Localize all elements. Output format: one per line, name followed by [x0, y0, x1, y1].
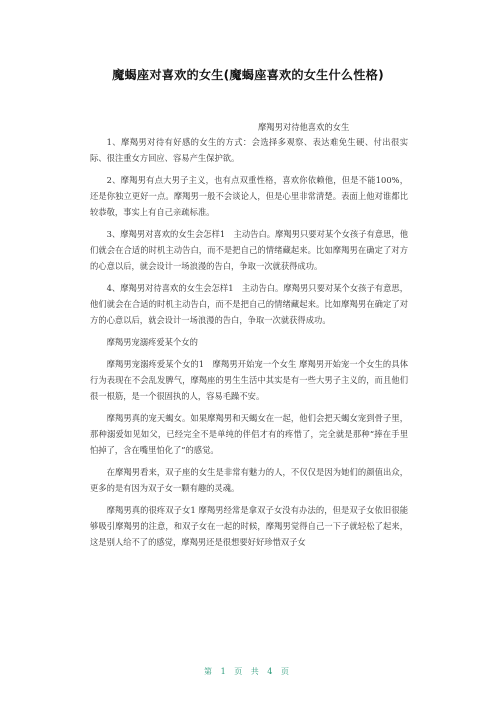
paragraph: 1、摩羯男对待有好感的女生的方式：会选择多观察、表达难免生硬、付出很实际、很注重女方回应、容易产生保护欲。 — [90, 137, 408, 163]
paragraph: 摩羯男真的很疼双子女1 摩羯男经常是拿双子女没有办法的，但是双子女依旧很能够吸引摩羯男的注意，和双子女在一起的时候，摩羯男觉得自己一下子就轻松了起来，这是别人给不了的感觉，摩羯男还是很想要好好珍惜双子女 — [90, 505, 408, 547]
page-footer: 第 1 页 共 4 页 — [204, 667, 292, 676]
paragraph: 2、摩羯男有点大男子主义，也有点双重性格，喜欢你依赖他，但是不能100%，还是你独立更好一点。摩羯男一般不会谈论人，但是心里非常清楚。表面上他对谁都比较恭敬，事实上有自己亲疏标准。 — [90, 175, 408, 217]
section-heading: 摩羯男宠溺疼爱某个女的 — [106, 337, 198, 347]
paragraph: 3、摩羯男对喜欢的女生会怎样1 主动告白。摩羯男只要对某个女孩子有意思，他们就会在合适的时机主动告白，而不是把自己的情绪藏起来。比如摩羯男在确定了对方的心意以后，就会设计一场浪漫的告白，争取一次就获得成功。 — [90, 229, 408, 271]
paragraph: 摩羯男宠溺疼爱某个女的1 摩羯男开始宠一个女生 摩羯男开始宠一个女生的具体行为表现在不会乱发脾气，摩羯座的男生生活中其实是有一些大男子主义的，而且他们很一根筋，是一个很固执的人，容易毛躁不安。 — [90, 359, 408, 401]
paragraph: 在摩羯男看来，双子座的女生是非常有魅力的人，不仅仅是因为她们的颜值出众，更多的是有因为双子女一颗有趣的灵魂。 — [90, 467, 408, 493]
paragraph: 4、摩羯男对待喜欢的女生会怎样1 主动告白。摩羯男只要对某个女孩子有意思，他们就会在合适的时机主动告白，而不是把自己的情绪藏起来。比如摩羯男在确定了对方的心意以后，就会设计一场浪漫的告白，争取一次就获得成功。 — [90, 283, 408, 325]
page-title: 魔蝎座对喜欢的女生(魔蝎座喜欢的女生什么性格) — [112, 68, 384, 82]
paragraph: 摩羯男真的宠天蝎女。如果摩羯男和天蝎女在一起，他们会把天蝎女宠到骨子里，那种溺爱如见如父，已经完全不是单纯的伴侣才有的疼惜了，完全就是那种“捧在手里怕掉了，含在嘴里怕化了”的感觉。 — [90, 413, 408, 455]
document-body — [90, 134, 408, 550]
section-subtitle: 摩羯男对待他喜欢的女生 — [258, 122, 350, 132]
